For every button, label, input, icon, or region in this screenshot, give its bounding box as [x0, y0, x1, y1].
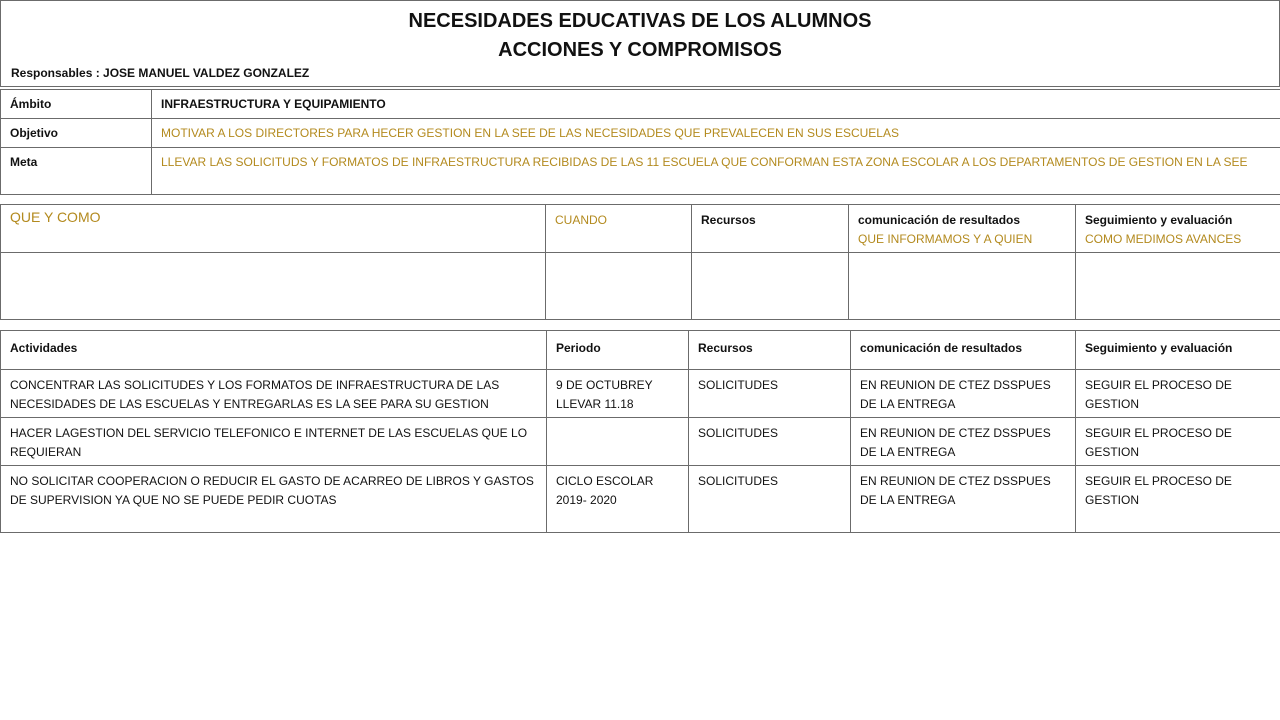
ambito-label: Ámbito	[1, 90, 152, 119]
seguimiento-cell: SEGUIR EL PROCESO DE GESTION	[1076, 466, 1280, 533]
plan-empty-row	[1, 253, 1280, 320]
plan-comunicacion-header	[849, 205, 1076, 253]
activities-table	[0, 330, 1280, 533]
plan-comunicacion-subtitle: QUE INFORMAMOS Y A QUIEN	[858, 232, 1033, 246]
meta-value: LLEVAR LAS SOLICITUDS Y FORMATOS DE INFRAESTRUCTURA RECIBIDAS DE LAS 11 ESCUELA QUE CONFORMAN ESTA ZONA ESCOLAR A LOS DEPARTAMENTOS DE GESTION EN LA SEE	[152, 148, 1280, 195]
plan-header-row	[1, 205, 1280, 253]
info-row-objetivo	[1, 119, 1280, 148]
plan-que-como-header: QUE Y COMO	[1, 205, 546, 253]
activities-header-seguimiento: Seguimiento y evaluación	[1076, 331, 1280, 370]
recursos-cell: SOLICITUDES	[689, 418, 851, 466]
comunicacion-cell: EN REUNION DE CTEZ DSSPUES DE LA ENTREGA	[851, 370, 1076, 418]
actividad-cell: HACER LAGESTION DEL SERVICIO TELEFONICO E INTERNET DE LAS ESCUELAS QUE LO REQUIERAN	[1, 418, 547, 466]
plan-table	[0, 204, 1280, 320]
info-row-ambito	[1, 90, 1280, 119]
actividad-cell: CONCENTRAR LAS SOLICITUDES Y LOS FORMATOS DE INFRAESTRUCTURA DE LAS NECESIDADES DE LAS ESCUELAS Y ENTREGARLAS ES LA SEE PARA SU GESTION	[1, 370, 547, 418]
ambito-value: INFRAESTRUCTURA Y EQUIPAMIENTO	[152, 90, 1280, 119]
periodo-cell: 9 DE OCTUBREY LLEVAR 11.18	[547, 370, 689, 418]
page-title: NECESIDADES EDUCATIVAS DE LOS ALUMNOS	[408, 10, 872, 32]
plan-cuando-header: CUANDO	[546, 205, 692, 253]
plan-empty-cell	[546, 253, 692, 320]
activities-header-periodo: Periodo	[547, 331, 689, 370]
table-row	[1, 418, 1280, 466]
activities-header-row	[1, 331, 1280, 370]
plan-comunicacion-title: comunicación de resultados	[858, 213, 1021, 227]
plan-recursos-header: Recursos	[692, 205, 849, 253]
activities-header-actividades: Actividades	[1, 331, 547, 370]
seguimiento-cell: SEGUIR EL PROCESO DE GESTION	[1076, 370, 1280, 418]
periodo-cell	[547, 418, 689, 466]
info-table	[0, 89, 1280, 195]
info-row-meta	[1, 148, 1280, 195]
plan-empty-cell	[849, 253, 1076, 320]
comunicacion-cell: EN REUNION DE CTEZ DSSPUES DE LA ENTREGA	[851, 418, 1076, 466]
periodo-cell: CICLO ESCOLAR 2019- 2020	[547, 466, 689, 533]
objetivo-label: Objetivo	[1, 119, 152, 148]
table-row	[1, 370, 1280, 418]
responsables-line: Responsables : JOSE MANUEL VALDEZ GONZALEZ	[11, 66, 310, 80]
document-header	[0, 0, 1280, 87]
recursos-cell: SOLICITUDES	[689, 466, 851, 533]
meta-label: Meta	[1, 148, 152, 195]
activities-header-recursos: Recursos	[689, 331, 851, 370]
plan-seguimiento-header	[1076, 205, 1280, 253]
plan-empty-cell	[1, 253, 546, 320]
table-row	[1, 466, 1280, 533]
actividad-cell: NO SOLICITAR COOPERACION O REDUCIR EL GASTO DE ACARREO DE LIBROS Y GASTOS DE SUPERVISION YA QUE NO SE PUEDE PEDIR CUOTAS	[1, 466, 547, 533]
objetivo-value: MOTIVAR A LOS DIRECTORES PARA HECER GESTION EN LA SEE DE LAS NECESIDADES QUE PREVALECEN EN SUS ESCUELAS	[152, 119, 1280, 148]
plan-seguimiento-title: Seguimiento y evaluación	[1085, 213, 1233, 227]
recursos-cell: SOLICITUDES	[689, 370, 851, 418]
activities-header-comunicacion: comunicación de resultados	[851, 331, 1076, 370]
seguimiento-cell: SEGUIR EL PROCESO DE GESTION	[1076, 418, 1280, 466]
plan-empty-cell	[692, 253, 849, 320]
plan-empty-cell	[1076, 253, 1280, 320]
plan-seguimiento-subtitle: COMO MEDIMOS AVANCES	[1085, 232, 1242, 246]
comunicacion-cell: EN REUNION DE CTEZ DSSPUES DE LA ENTREGA	[851, 466, 1076, 533]
page-subtitle: ACCIONES Y COMPROMISOS	[498, 39, 782, 61]
